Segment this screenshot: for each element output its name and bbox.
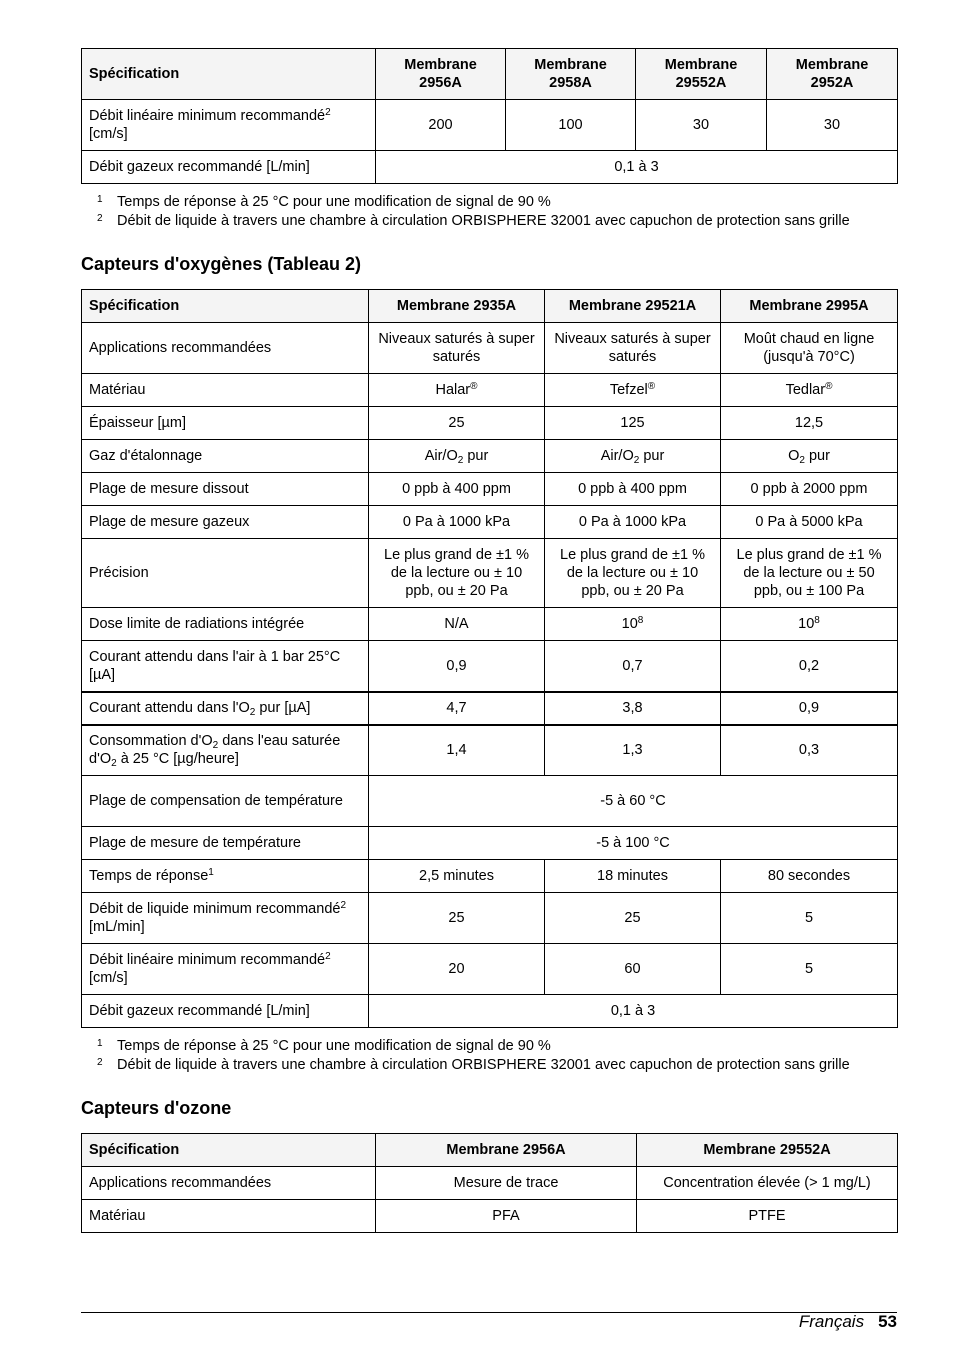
cell-value: Concentration élevée (> 1 mg/L): [637, 1167, 898, 1200]
cell-value: 0,9: [721, 692, 898, 725]
cell-value: 0 ppb à 400 ppm: [369, 473, 545, 506]
header-membrane: Membrane 2956A: [376, 1134, 637, 1167]
cell-value: 25: [369, 893, 545, 944]
cell-value: 0,1 à 3: [376, 151, 898, 184]
row-label: Débit gazeux recommandé [L/min]: [82, 151, 376, 184]
cell-value: 100: [506, 100, 636, 151]
row-label: Matériau: [82, 374, 369, 407]
table-row: [82, 1200, 898, 1233]
cell-value: 5: [721, 944, 898, 995]
cell-value: Mesure de trace: [376, 1167, 637, 1200]
cell-value: 30: [636, 100, 767, 151]
row-label: Plage de mesure dissout: [82, 473, 369, 506]
table-row: [82, 944, 898, 995]
page-footer: [799, 1311, 897, 1333]
page-content: [81, 48, 897, 1233]
row-label: Débit gazeux recommandé [L/min]: [82, 995, 369, 1028]
cell-value: 125: [545, 407, 721, 440]
cell-value: 0 Pa à 1000 kPa: [545, 506, 721, 539]
cell-value: 2,5 minutes: [369, 860, 545, 893]
row-label: Courant attendu dans $l'O_2$ pur [µA]: [82, 692, 369, 725]
cell-value: $O_2$ pur: [721, 440, 898, 473]
table-row: [82, 893, 898, 944]
row-label: Courant attendu dans l'air à 1 bar 25°C [µA]: [82, 641, 369, 692]
header-membrane: Membrane 2956A: [376, 49, 506, 100]
header-membrane: Membrane 29552A: [636, 49, 767, 100]
cell-value: 20: [369, 944, 545, 995]
row-label: Dose limite de radiations intégrée: [82, 608, 369, 641]
cell-value: 25: [545, 893, 721, 944]
cell-value: -5 à 100 °C: [369, 827, 898, 860]
cell-value: Niveaux saturés à super saturés: [369, 323, 545, 374]
row-label: Consommation $d'O_2$ dans l'eau saturée $d'O_2$ à 25 °C [µg/heure]: [82, 725, 369, 776]
header-specification: Spécification: [82, 1134, 376, 1167]
row-label: Débit de liquide minimum recommandé$^2$ [mL/min]: [82, 893, 369, 944]
section-title-oxygen: Capteurs d'oxygènes (Tableau 2): [81, 254, 362, 274]
cell-value: 0,9: [369, 641, 545, 692]
cell-value: 18 minutes: [545, 860, 721, 893]
cell-value: 0 ppb à 400 ppm: [545, 473, 721, 506]
ozone-sensor-table: [81, 1133, 898, 1233]
cell-value: Tefzel®: [545, 374, 721, 407]
cell-value: Tedlar®: [721, 374, 898, 407]
table-row: [82, 473, 898, 506]
membrane-spec-table-1: [81, 48, 898, 184]
cell-value: 0,1 à 3: [369, 995, 898, 1028]
footnote: 2 Débit de liquide à travers une chambre à circulation ORBISPHERE 32001 avec capuchon de protection sans grille: [97, 212, 850, 229]
table-row: [82, 323, 898, 374]
row-label: Précision: [82, 539, 369, 608]
cell-value: 0 ppb à 2000 ppm: [721, 473, 898, 506]
table-row: [82, 151, 898, 184]
cell-value: 0 Pa à 5000 kPa: [721, 506, 898, 539]
cell-value: 0,2: [721, 641, 898, 692]
table-row: [82, 995, 898, 1028]
cell-value: Le plus grand de ±1 % de la lecture ou ± 10 ppb, ou ± 20 Pa: [545, 539, 721, 608]
footnotes-1: [81, 193, 897, 230]
page-number: 53: [878, 1312, 897, 1331]
cell-value: 25: [369, 407, 545, 440]
cell-value: Niveaux saturés à super saturés: [545, 323, 721, 374]
cell-value: Halar®: [369, 374, 545, 407]
cell-value: 0,7: [545, 641, 721, 692]
cell-value: 30: [767, 100, 898, 151]
table-row: [82, 641, 898, 692]
cell-value: 4,7: [369, 692, 545, 725]
footer-language: Français: [798, 1312, 865, 1331]
cell-value: Moût chaud en ligne (jusqu'à 70°C): [721, 323, 898, 374]
oxygen-sensor-table: [81, 289, 898, 1028]
table-row: [82, 1167, 898, 1200]
cell-value: $10^8$: [721, 608, 898, 641]
cell-value: PFA: [376, 1200, 637, 1233]
row-label: Plage de mesure gazeux: [82, 506, 369, 539]
footnotes-2: [81, 1037, 897, 1074]
header-membrane: Membrane 2958A: [506, 49, 636, 100]
table-row: [82, 506, 898, 539]
header-membrane: Membrane 2995A: [721, 290, 898, 323]
footnote: 1 Temps de réponse à 25 °C pour une modification de signal de 90 %: [97, 194, 551, 210]
header-membrane: Membrane 2935A: [369, 290, 545, 323]
footnote: 2 Débit de liquide à travers une chambre à circulation ORBISPHERE 32001 avec capuchon de protection sans grille: [97, 1056, 850, 1073]
row-label: Temps de réponse$^1$: [82, 860, 369, 893]
row-label: Débit linéaire minimum recommandé$^2$ [cm/s]: [82, 944, 369, 995]
footer-divider: [81, 1312, 897, 1313]
cell-value: 60: [545, 944, 721, 995]
cell-value: $10^8$: [545, 608, 721, 641]
cell-value: 1,4: [369, 725, 545, 776]
cell-value: Air/$O_2$ pur: [545, 440, 721, 473]
row-label: Débit linéaire minimum recommandé$^2$ [cm/s]: [82, 100, 376, 151]
table-row: [82, 407, 898, 440]
cell-value: 12,5: [721, 407, 898, 440]
row-label: Plage de mesure de température: [82, 827, 369, 860]
row-label: Applications recommandées: [82, 323, 369, 374]
header-specification: Spécification: [82, 290, 369, 323]
table-row: [82, 827, 898, 860]
cell-value: PTFE: [637, 1200, 898, 1233]
row-label: Gaz d'étalonnage: [82, 440, 369, 473]
table-row: [82, 776, 898, 827]
table-row: [82, 100, 898, 151]
cell-value: 80 secondes: [721, 860, 898, 893]
cell-value: Le plus grand de ±1 % de la lecture ou ± 50 ppb, ou ± 100 Pa: [721, 539, 898, 608]
table-row: [82, 692, 898, 725]
cell-value: 0,3: [721, 725, 898, 776]
cell-value: Air/$O_2$ pur: [369, 440, 545, 473]
table-row: [82, 539, 898, 608]
cell-value: 5: [721, 893, 898, 944]
header-membrane: Membrane 29521A: [545, 290, 721, 323]
cell-value: Le plus grand de ±1 % de la lecture ou ± 10 ppb, ou ± 20 Pa: [369, 539, 545, 608]
table-row: [82, 440, 898, 473]
row-label: Matériau: [82, 1200, 376, 1233]
header-specification: Spécification: [82, 49, 376, 100]
cell-value: -5 à 60 °C: [369, 776, 898, 827]
cell-value: 3,8: [545, 692, 721, 725]
row-label: Applications recommandées: [82, 1167, 376, 1200]
footnote: 1 Temps de réponse à 25 °C pour une modification de signal de 90 %: [97, 1038, 551, 1054]
table-row: [82, 608, 898, 641]
cell-value: 0 Pa à 1000 kPa: [369, 506, 545, 539]
cell-value: 1,3: [545, 725, 721, 776]
cell-value: 200: [376, 100, 506, 151]
table-row: [82, 860, 898, 893]
table-row: [82, 374, 898, 407]
row-label: Plage de compensation de température: [82, 776, 369, 827]
header-membrane: Membrane 29552A: [637, 1134, 898, 1167]
cell-value: N/A: [369, 608, 545, 641]
header-membrane: Membrane 2952A: [767, 49, 898, 100]
row-label: Épaisseur [µm]: [82, 407, 369, 440]
table-row: [82, 725, 898, 776]
section-title-ozone: Capteurs d'ozone: [81, 1098, 232, 1118]
